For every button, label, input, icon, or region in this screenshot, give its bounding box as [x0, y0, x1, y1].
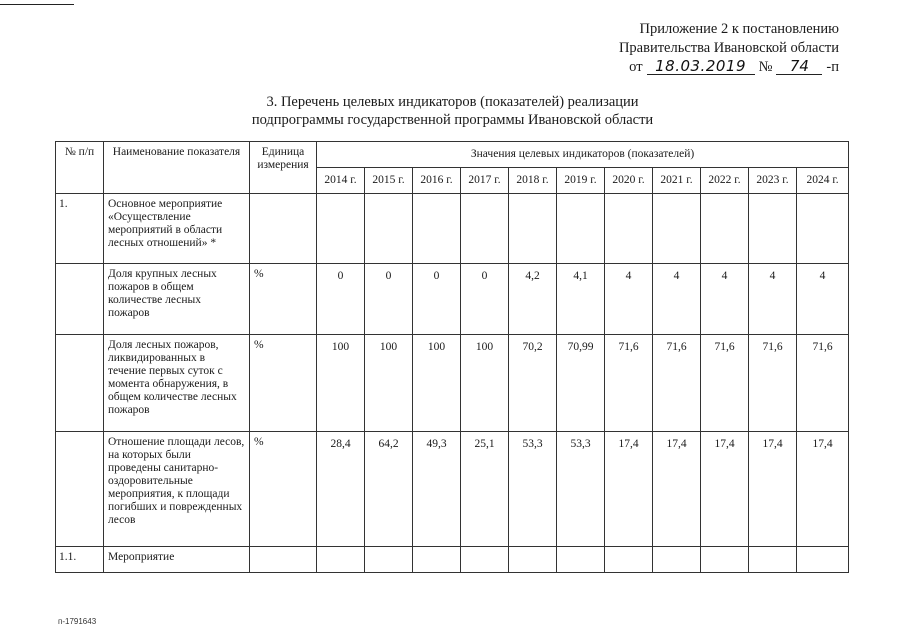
indicator-name: Доля лесных пожаров, ликвидированных в течение первых суток с момента обнаружения, в общем количестве лесных пожаров: [104, 335, 250, 432]
value-cell: [701, 547, 749, 573]
unit-cell: [250, 194, 317, 264]
value-cell: [509, 547, 557, 573]
year-header: 2017 г.: [461, 168, 509, 194]
title-line-2: подпрограммы государственной программы Ивановской области: [251, 112, 654, 128]
from-label: от: [629, 59, 643, 75]
value-cell: 17,4: [605, 432, 653, 547]
document-header: [619, 20, 839, 77]
value-cell: [701, 194, 749, 264]
value-cell: 70,2: [509, 335, 557, 432]
value-cell: 4: [605, 264, 653, 335]
value-cell: [797, 547, 849, 573]
year-header: 2014 г.: [317, 168, 365, 194]
value-cell: 71,6: [701, 335, 749, 432]
top-rule: [0, 4, 74, 5]
year-header: 2022 г.: [701, 168, 749, 194]
table-row: [56, 432, 849, 547]
value-cell: 17,4: [701, 432, 749, 547]
handwritten-number: 74: [776, 58, 822, 75]
value-cell: 17,4: [749, 432, 797, 547]
value-cell: [653, 194, 701, 264]
year-header: 2024 г.: [797, 168, 849, 194]
value-cell: [413, 547, 461, 573]
value-cell: 4: [749, 264, 797, 335]
value-cell: [557, 194, 605, 264]
year-header: 2023 г.: [749, 168, 797, 194]
number-suffix: -п: [826, 59, 839, 75]
year-header: 2018 г.: [509, 168, 557, 194]
number-label: №: [758, 59, 773, 75]
value-cell: 100: [461, 335, 509, 432]
value-cell: 71,6: [605, 335, 653, 432]
year-header: 2020 г.: [605, 168, 653, 194]
unit-cell: [250, 547, 317, 573]
value-cell: [461, 194, 509, 264]
value-cell: 4: [653, 264, 701, 335]
value-cell: [317, 194, 365, 264]
row-number: 1.: [56, 194, 104, 264]
value-cell: 4,2: [509, 264, 557, 335]
value-cell: 100: [413, 335, 461, 432]
value-cell: [605, 194, 653, 264]
value-cell: 0: [461, 264, 509, 335]
header-dateline: [619, 58, 839, 77]
value-cell: [749, 547, 797, 573]
row-number: [56, 432, 104, 547]
value-cell: 100: [317, 335, 365, 432]
value-cell: 17,4: [653, 432, 701, 547]
footer-code: п-1791643: [58, 617, 97, 626]
value-cell: [653, 547, 701, 573]
value-cell: [413, 194, 461, 264]
value-cell: 17,4: [797, 432, 849, 547]
handwritten-date: 18.03.2019: [647, 58, 755, 75]
value-cell: 28,4: [317, 432, 365, 547]
table-body: [56, 194, 849, 573]
row-number: 1.1.: [56, 547, 104, 573]
indicator-name: Доля крупных лесных пожаров в общем количестве лесных пожаров: [104, 264, 250, 335]
title-line-1: 3. Перечень целевых индикаторов (показателей) реализации: [266, 94, 639, 110]
unit-cell: %: [250, 335, 317, 432]
value-cell: 4: [701, 264, 749, 335]
indicator-name: Мероприятие: [104, 547, 250, 573]
value-cell: 4,1: [557, 264, 605, 335]
row-number: [56, 264, 104, 335]
value-cell: [365, 547, 413, 573]
table-row: [56, 194, 849, 264]
value-cell: [461, 547, 509, 573]
value-cell: [509, 194, 557, 264]
value-cell: 64,2: [365, 432, 413, 547]
value-cell: 49,3: [413, 432, 461, 547]
value-cell: [317, 547, 365, 573]
value-cell: 53,3: [557, 432, 605, 547]
year-header: 2015 г.: [365, 168, 413, 194]
value-cell: [605, 547, 653, 573]
value-cell: 25,1: [461, 432, 509, 547]
unit-cell: %: [250, 264, 317, 335]
table-row: [56, 264, 849, 335]
year-header: 2021 г.: [653, 168, 701, 194]
header-col-name: Наименование показателя: [104, 142, 250, 194]
value-cell: [797, 194, 849, 264]
value-cell: 4: [797, 264, 849, 335]
value-cell: 71,6: [749, 335, 797, 432]
value-cell: [749, 194, 797, 264]
indicator-name: Основное мероприятие «Осуществление мероприятий в области лесных отношений» *: [104, 194, 250, 264]
unit-cell: %: [250, 432, 317, 547]
year-header: 2016 г.: [413, 168, 461, 194]
header-line-2: Правительства Ивановской области: [618, 40, 839, 56]
header-line-1: Приложение 2 к постановлению: [639, 21, 839, 37]
value-cell: 53,3: [509, 432, 557, 547]
document-title: [0, 93, 905, 129]
value-cell: 100: [365, 335, 413, 432]
header-col-values: Значения целевых индикаторов (показателей): [317, 142, 849, 168]
row-number: [56, 335, 104, 432]
table-row: [56, 547, 849, 573]
indicators-table: [55, 141, 849, 573]
value-cell: 0: [413, 264, 461, 335]
value-cell: 70,99: [557, 335, 605, 432]
value-cell: 0: [365, 264, 413, 335]
header-col-num: № п/п: [56, 142, 104, 194]
value-cell: 71,6: [797, 335, 849, 432]
value-cell: 71,6: [653, 335, 701, 432]
year-header: 2019 г.: [557, 168, 605, 194]
value-cell: [557, 547, 605, 573]
header-col-unit: Единица измерения: [250, 142, 317, 194]
table-row: [56, 335, 849, 432]
indicator-name: Отношение площади лесов, на которых были проведены санитарно-оздоровительные мероприятия, к площади погибших и поврежденных лесов: [104, 432, 250, 547]
value-cell: 0: [317, 264, 365, 335]
value-cell: [365, 194, 413, 264]
